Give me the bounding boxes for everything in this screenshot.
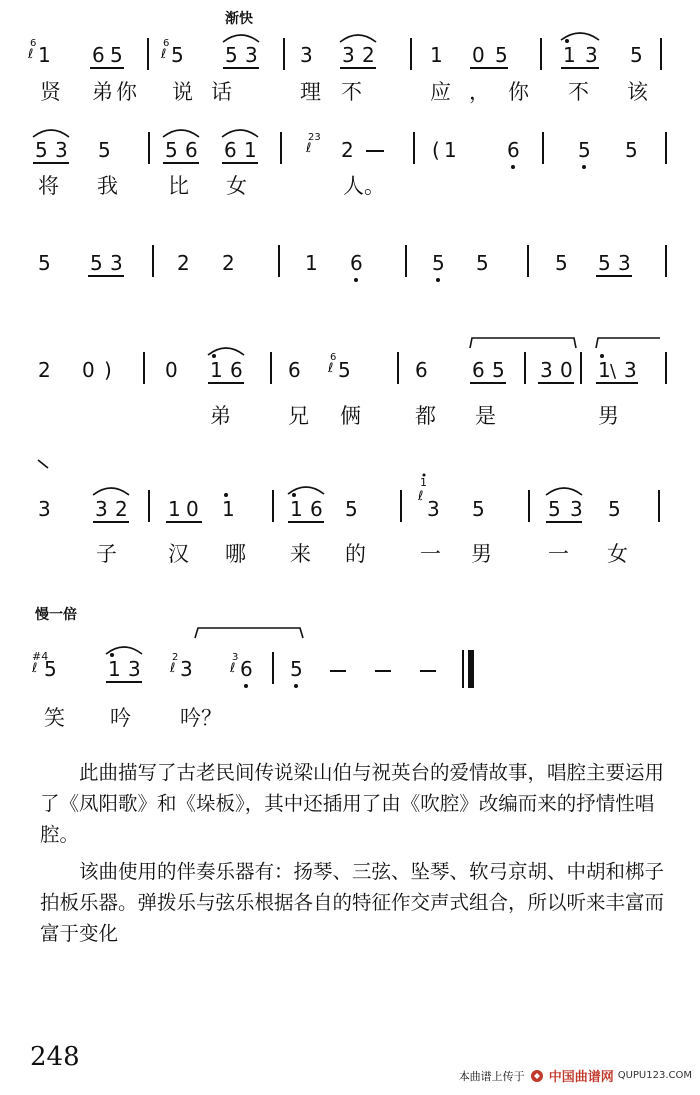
svg-text:5: 5: [90, 251, 103, 275]
svg-text:6: 6: [230, 358, 243, 382]
lyric-syllable: 吟: [110, 706, 131, 730]
svg-text:0: 0: [186, 497, 199, 521]
svg-text:5: 5: [476, 251, 489, 275]
lyric-syllable: 吟？: [180, 706, 222, 730]
lyric-syllable: 不该: [568, 80, 686, 104]
svg-text:6: 6: [224, 138, 237, 162]
svg-text:ℓ: ℓ: [230, 661, 236, 676]
svg-text:3: 3: [427, 497, 440, 521]
lyric-syllable: 是: [475, 404, 496, 428]
svg-text:2: 2: [341, 138, 354, 162]
svg-text:6: 6: [310, 497, 323, 521]
svg-text:6: 6: [240, 657, 253, 681]
svg-text:2: 2: [38, 358, 51, 382]
svg-text:0: 0: [560, 358, 573, 382]
svg-text:6: 6: [472, 358, 485, 382]
svg-text:3: 3: [180, 657, 193, 681]
svg-text:\: \: [610, 361, 617, 382]
svg-text:6: 6: [330, 352, 337, 363]
svg-text:ℓ: ℓ: [32, 661, 38, 676]
svg-text:5: 5: [432, 251, 445, 275]
lyric-syllable: 比: [168, 174, 189, 198]
svg-text:5: 5: [472, 497, 485, 521]
svg-text:5: 5: [492, 358, 505, 382]
lyric-syllable: 来: [290, 542, 311, 566]
lyric-syllable: 弟: [210, 404, 231, 428]
svg-text:ℓ: ℓ: [170, 661, 176, 676]
lyric-syllable: 笑: [44, 706, 65, 730]
svg-text:5: 5: [548, 497, 561, 521]
tempo-mark-slow: 慢一倍: [35, 607, 77, 623]
svg-text:3: 3: [232, 652, 239, 663]
lyric-syllable: 一女: [548, 542, 666, 566]
svg-text:6: 6: [92, 43, 105, 67]
lyric-syllable: 女: [226, 174, 247, 198]
lyrics-line-4: [0, 400, 700, 430]
lyric-syllable: 都: [415, 404, 436, 428]
svg-text:5: 5: [98, 138, 111, 162]
svg-text:5: 5: [165, 138, 178, 162]
svg-text:ℓ: ℓ: [28, 47, 34, 62]
lyric-syllable: 贤: [40, 80, 61, 104]
lyric-syllable: 子: [96, 542, 117, 566]
lyric-syllable: 将我: [38, 174, 156, 198]
svg-text:0: 0: [472, 43, 485, 67]
svg-text:5: 5: [598, 251, 611, 275]
svg-text:3: 3: [300, 43, 313, 67]
svg-text:3: 3: [128, 657, 141, 681]
svg-text:ℓ: ℓ: [161, 47, 167, 62]
svg-text:2: 2: [177, 251, 190, 275]
page-number: 248: [30, 1042, 80, 1072]
lyric-syllable: 男: [598, 404, 619, 428]
svg-text:0: 0: [165, 358, 178, 382]
svg-text:(: (: [432, 138, 440, 162]
svg-text:6: 6: [185, 138, 198, 162]
lyric-syllable: 俩: [340, 404, 361, 428]
svg-text:6: 6: [350, 251, 363, 275]
svg-text:3: 3: [110, 251, 123, 275]
svg-text:5: 5: [338, 358, 351, 382]
description-text: [40, 757, 680, 949]
description-paragraph-1: 此曲描写了古老民间传说梁山伯与祝英台的爱情故事，唱腔主要运用了《凤阳歌》和《垛板》，其中还插用了由《吹腔》改编而来的抒情性唱腔。: [40, 761, 665, 846]
svg-text:6: 6: [30, 38, 37, 49]
svg-text:2: 2: [115, 497, 128, 521]
svg-text:5: 5: [38, 251, 51, 275]
lyric-syllable: 一男: [420, 542, 522, 566]
footer-watermark: [459, 1066, 692, 1085]
svg-text:5: 5: [44, 657, 57, 681]
site-name: 中国曲谱网: [548, 1070, 614, 1085]
svg-text:5: 5: [225, 43, 238, 67]
svg-text:1: 1: [38, 43, 51, 67]
svg-text:5: 5: [345, 497, 358, 521]
svg-text:1: 1: [598, 358, 611, 382]
svg-text:3: 3: [55, 138, 68, 162]
svg-text:3: 3: [540, 358, 553, 382]
svg-text:2: 2: [222, 251, 235, 275]
svg-text:1: 1: [305, 251, 318, 275]
svg-text:5: 5: [578, 138, 591, 162]
svg-text:1: 1: [430, 43, 443, 67]
svg-text:5: 5: [630, 43, 643, 67]
lyric-syllable: 说话: [172, 80, 250, 104]
lyric-syllable: 弟你: [92, 80, 140, 104]
lyric-syllable: 哪: [225, 542, 246, 566]
lyrics-line-1: [0, 76, 700, 106]
svg-text:5: 5: [290, 657, 303, 681]
svg-text:#4: #4: [32, 650, 49, 663]
lyric-syllable: 汉: [168, 542, 189, 566]
lyric-syllable: 应，你: [430, 80, 547, 104]
site-domain: QUPU123.COM: [617, 1070, 692, 1081]
svg-text:5: 5: [625, 138, 638, 162]
svg-text:ℓ: ℓ: [418, 489, 424, 504]
svg-text:ℓ: ℓ: [328, 361, 334, 376]
svg-text:3: 3: [245, 43, 258, 67]
svg-text:5: 5: [495, 43, 508, 67]
uploaded-label: 本曲谱上传于: [458, 1069, 525, 1083]
svg-text:1: 1: [244, 138, 257, 162]
svg-text:ℓ: ℓ: [306, 141, 312, 156]
lyrics-line-6: [0, 702, 700, 732]
svg-text:1: 1: [444, 138, 457, 162]
svg-text:3: 3: [570, 497, 583, 521]
svg-text:0: 0: [82, 358, 95, 382]
svg-text:23: 23: [308, 132, 321, 143]
svg-text:5: 5: [110, 43, 123, 67]
lyrics-line-2: [0, 170, 700, 200]
svg-text:5: 5: [35, 138, 48, 162]
svg-text:1: 1: [420, 476, 427, 489]
svg-text:5: 5: [171, 43, 184, 67]
svg-text:6: 6: [288, 358, 301, 382]
svg-text:2: 2: [172, 652, 179, 663]
description-paragraph-2: 该曲使用的伴奏乐器有：扬琴、三弦、坠琴、软弓京胡、中胡和梆子拍板乐器。弹拨乐与弦乐根据各自的特征作交声式组合，所以听来丰富而富于变化: [40, 860, 665, 945]
svg-text:1: 1: [290, 497, 303, 521]
svg-text:1: 1: [210, 358, 223, 382]
lyric-syllable: 人。: [343, 174, 385, 198]
lyric-syllable: 的: [345, 542, 366, 566]
svg-text:1: 1: [168, 497, 181, 521]
svg-text:3: 3: [618, 251, 631, 275]
svg-text:1: 1: [222, 497, 235, 521]
site-logo-icon: [529, 1069, 545, 1083]
svg-text:5: 5: [608, 497, 621, 521]
svg-text:3: 3: [342, 43, 355, 67]
svg-text:1: 1: [563, 43, 576, 67]
svg-text:2: 2: [362, 43, 375, 67]
svg-text:6: 6: [163, 38, 170, 49]
svg-text:): ): [104, 358, 112, 382]
tempo-mark-accelerando: 渐快: [225, 11, 253, 27]
svg-text:1: 1: [108, 657, 121, 681]
svg-text:6: 6: [507, 138, 520, 162]
svg-text:3: 3: [585, 43, 598, 67]
svg-text:3: 3: [38, 497, 51, 521]
lyrics-line-5: [0, 538, 700, 568]
svg-text:3: 3: [95, 497, 108, 521]
svg-text:5: 5: [555, 251, 568, 275]
lyric-syllable: 兄: [288, 404, 309, 428]
lyric-syllable: 理不: [300, 80, 382, 104]
svg-text:6: 6: [415, 358, 428, 382]
svg-text:3: 3: [624, 358, 637, 382]
